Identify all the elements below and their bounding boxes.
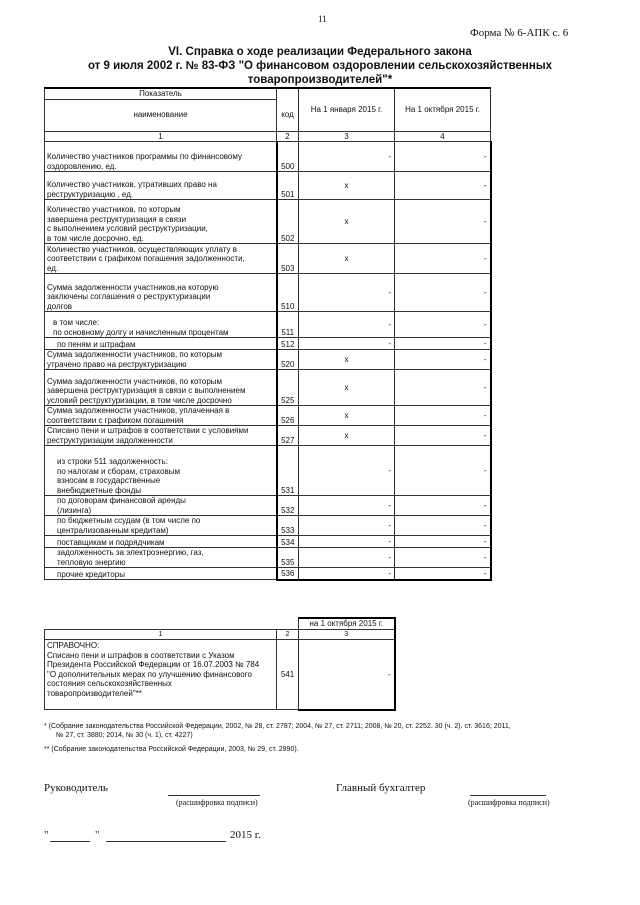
- row-name-line: оздоровлению, ед.: [47, 161, 117, 171]
- value-oct-cell[interactable]: -: [395, 172, 491, 200]
- value-oct-cell[interactable]: -: [395, 200, 491, 244]
- row-name-line: Списано пени и штрафов в соответствии с условиями: [47, 426, 249, 435]
- row-name-line: утрачено право на реструктуризацию: [47, 359, 187, 369]
- row-name-line: соответствии с графиком погашения: [47, 415, 184, 425]
- table-row: [45, 350, 491, 370]
- value-jan-cell[interactable]: -: [299, 496, 395, 516]
- row-code: 534: [277, 536, 299, 548]
- table-row: [45, 446, 491, 496]
- form-label: Форма № 6-АПК с. 6: [470, 27, 569, 39]
- head-signature-line[interactable]: [168, 794, 260, 796]
- value-oct-cell[interactable]: -: [395, 142, 491, 172]
- value-jan-cell[interactable]: x: [299, 172, 395, 200]
- row-name: [45, 536, 277, 548]
- colnum-2: 2: [277, 131, 299, 142]
- head-label: Руководитель: [44, 782, 108, 794]
- row-code: 525: [277, 370, 299, 406]
- value-jan-cell[interactable]: x: [299, 200, 395, 244]
- header-name: наименование: [45, 99, 277, 131]
- value-oct-cell[interactable]: -: [395, 274, 491, 312]
- value-jan-cell[interactable]: -: [299, 312, 395, 338]
- accountant-decode-label: (расшифровка подписи): [468, 798, 550, 807]
- colnum-3: 3: [299, 131, 395, 142]
- row-code: 535: [277, 548, 299, 568]
- table-row: [45, 426, 491, 446]
- row-name-line: Количество участников, осуществляющих уплату в: [47, 244, 237, 254]
- value-jan-cell[interactable]: -: [299, 536, 395, 548]
- ref-line: Президента Российской Федерации от 16.07.2003 № 784: [47, 660, 260, 669]
- row-name-line: Количество участников, утративших право на: [47, 180, 217, 189]
- row-name: [45, 200, 277, 244]
- row-name-line: (лизинга): [57, 505, 92, 515]
- row-code: 536: [277, 568, 299, 580]
- date-quote-open: ": [44, 829, 49, 841]
- value-oct-cell[interactable]: -: [395, 496, 491, 516]
- section-title-line2: от 9 июля 2002 г. № 83-ФЗ "О финансовом оздоровлении сельскохозяйственных: [87, 60, 553, 72]
- value-oct-cell[interactable]: -: [395, 350, 491, 370]
- row-name-line: по основному долгу и начисленным процентам: [53, 327, 229, 337]
- row-name-line: в том числе:: [53, 318, 100, 327]
- table-row: [45, 200, 491, 244]
- ref-row-name: [45, 640, 277, 710]
- colnum-1: 1: [45, 131, 277, 142]
- row-name: [45, 244, 277, 274]
- value-jan-cell[interactable]: x: [299, 244, 395, 274]
- value-oct-cell[interactable]: -: [395, 426, 491, 446]
- table-row: [45, 496, 491, 516]
- value-jan-cell[interactable]: -: [299, 274, 395, 312]
- date-quote-close: ": [95, 829, 100, 841]
- row-name-line: Сумма задолженности участников, по которым: [47, 376, 223, 386]
- row-code: 503: [277, 244, 299, 274]
- colnum-4: 4: [395, 131, 491, 142]
- date-day-line[interactable]: [50, 840, 90, 842]
- row-name: [45, 406, 277, 426]
- row-name-line: по налогам и сборам, страховым: [57, 466, 180, 476]
- row-name: [45, 426, 277, 446]
- row-name-line: Количество участников, по которым: [47, 205, 181, 214]
- row-name-line: с выполнением условий реструктуризации,: [47, 224, 208, 233]
- table-row: [45, 548, 491, 568]
- row-name-line: условий реструктуризации, в том числе досрочно: [47, 395, 232, 405]
- row-name: [45, 142, 277, 172]
- value-jan-cell[interactable]: -: [299, 142, 395, 172]
- row-code: 527: [277, 426, 299, 446]
- row-name-line: Сумма задолженности участников, по которым: [47, 350, 223, 359]
- row-name: [45, 548, 277, 568]
- ref-line: состояния сельскохозяйственных: [47, 679, 172, 688]
- date-year: 2015 г.: [230, 829, 261, 841]
- ref-line: товаропроизводителей"**: [47, 688, 142, 698]
- table-row: [45, 516, 491, 536]
- row-code: 500: [277, 142, 299, 172]
- row-name-line: долгов: [47, 301, 73, 311]
- row-name-line: из строки 511 задолженность:: [57, 457, 168, 466]
- table-row: [45, 370, 491, 406]
- row-name-line: по договорам финансовой аренды: [57, 496, 186, 505]
- row-name: [45, 350, 277, 370]
- ref-colnum-1: 1: [45, 629, 277, 640]
- row-name-line: поставщикам и подрядчикам: [57, 537, 165, 547]
- row-name: [45, 370, 277, 406]
- value-oct-cell[interactable]: -: [395, 338, 491, 350]
- row-name: [45, 496, 277, 516]
- value-oct-cell[interactable]: -: [395, 312, 491, 338]
- row-name-line: ед.: [47, 263, 59, 273]
- row-code: 511: [277, 312, 299, 338]
- table-row: [45, 312, 491, 338]
- header-code: код: [277, 99, 299, 131]
- header-indicator: Показатель: [45, 88, 277, 99]
- row-name-line: в том числе досрочно, ед.: [47, 233, 144, 243]
- value-jan-cell[interactable]: -: [299, 446, 395, 496]
- table-row: [45, 172, 491, 200]
- value-jan-cell[interactable]: x: [299, 426, 395, 446]
- row-name: [45, 312, 277, 338]
- header-oct: На 1 октября 2015 г.: [395, 88, 491, 131]
- row-name-line: завершена реструктуризация в связи: [47, 214, 187, 224]
- accountant-signature-line[interactable]: [470, 794, 546, 796]
- ref-line: Списано пени и штрафов в соответствии с Указом: [47, 650, 235, 660]
- value-oct-cell[interactable]: -: [395, 406, 491, 426]
- row-code: 510: [277, 274, 299, 312]
- header-jan: На 1 января 2015 г.: [299, 88, 395, 131]
- row-code: 526: [277, 406, 299, 426]
- row-name-line: тепловую энергию: [57, 557, 126, 567]
- row-name-line: реструктуризации задолженности: [47, 435, 173, 445]
- row-name: [45, 446, 277, 496]
- footnote-2: ** (Собрание законодательства Российской Федерации, 2003, № 29, ст. 2990).: [44, 746, 299, 753]
- row-code: 502: [277, 200, 299, 244]
- row-code: 501: [277, 172, 299, 200]
- page-number: 11: [318, 14, 327, 24]
- row-name: [45, 338, 277, 350]
- row-name-line: реструктуризацию , ед.: [47, 189, 134, 199]
- row-code: 520: [277, 350, 299, 370]
- table-row: [45, 142, 491, 172]
- main-table: [44, 87, 492, 581]
- value-oct-cell[interactable]: -: [395, 370, 491, 406]
- footnote-1-line2: № 27, ст. 3880; 2014, № 30 (ч. 1), ст. 4227): [56, 732, 193, 739]
- table-row: [45, 244, 491, 274]
- ref-colnum-2: 2: [277, 629, 299, 640]
- row-name: [45, 172, 277, 200]
- date-month-line[interactable]: [106, 840, 226, 842]
- value-jan-cell[interactable]: x: [299, 350, 395, 370]
- value-oct-cell[interactable]: -: [395, 446, 491, 496]
- row-name-line: Сумма задолженности участников, уплаченная в: [47, 406, 230, 415]
- row-name: [45, 274, 277, 312]
- value-jan-cell[interactable]: -: [299, 548, 395, 568]
- row-name-line: прочие кредиторы: [57, 569, 125, 579]
- row-name-line: соответствии с графиком погашения задолженности,: [47, 254, 245, 263]
- ref-value: -: [299, 640, 395, 710]
- table-row: [45, 536, 491, 548]
- table-row: [45, 568, 491, 580]
- table-row: [45, 406, 491, 426]
- value-oct-cell[interactable]: -: [395, 536, 491, 548]
- value-jan-cell[interactable]: x: [299, 406, 395, 426]
- accountant-label: Главный бухгалтер: [336, 782, 426, 794]
- value-jan-cell[interactable]: -: [299, 516, 395, 536]
- value-jan-cell[interactable]: -: [299, 568, 395, 580]
- row-name: [45, 568, 277, 580]
- row-code: 532: [277, 496, 299, 516]
- row-name-line: Сумма задолженности участников,на которую: [47, 282, 219, 292]
- section-title-line1: VI. Справка о ходе реализации Федерального закона: [168, 46, 472, 58]
- value-jan-cell[interactable]: x: [299, 370, 395, 406]
- row-code: 531: [277, 446, 299, 496]
- head-decode-label: (расшифровка подписи): [176, 798, 258, 807]
- row-name-line: взносам в государственные: [57, 476, 161, 485]
- row-name: [45, 516, 277, 536]
- row-code: 533: [277, 516, 299, 536]
- section-title-line3: товаропроизводителей"*: [247, 74, 393, 86]
- value-oct-cell[interactable]: -: [395, 244, 491, 274]
- row-name-line: завершена реструктуризация в связи с выполнением: [47, 386, 246, 395]
- ref-line: СПРАВОЧНО:: [47, 641, 100, 650]
- ref-colnum-3: 3: [299, 629, 395, 640]
- ref-header-oct: на 1 октября 2015 г.: [299, 618, 395, 629]
- value-oct-cell[interactable]: -: [395, 516, 491, 536]
- value-oct-cell[interactable]: -: [395, 548, 491, 568]
- footnote-1-line1: * (Собрание законодательства Российской Федерации, 2002, № 28, ст. 2787; 2004, № 27, ст. 2711; 2008, № 20, ст. 2252. 30 (ч. 2). ст. 3616; 2011,: [44, 723, 511, 730]
- row-name-line: заключены соглашения о реструктуризации: [47, 292, 211, 301]
- value-jan-cell[interactable]: -: [299, 338, 395, 350]
- row-name-line: централизованным кредитам): [57, 525, 169, 535]
- row-name-line: по бюджетным ссудам (в том числе по: [57, 516, 201, 525]
- table-row: [45, 338, 491, 350]
- reference-table: [44, 617, 396, 711]
- row-name-line: Количество участников программы по финансовому: [47, 152, 242, 161]
- value-oct-cell[interactable]: -: [395, 568, 491, 580]
- row-code: 512: [277, 338, 299, 350]
- table-row: [45, 274, 491, 312]
- row-name-line: задолженность за электроэнергию, газ,: [57, 548, 204, 557]
- ref-line: "О дополнительных мерах по улучшению финансового: [47, 669, 252, 679]
- ref-code: 541: [277, 640, 299, 710]
- row-name-line: внебюджетные фонды: [57, 485, 142, 495]
- row-name-line: по пеням и штрафам: [57, 339, 136, 349]
